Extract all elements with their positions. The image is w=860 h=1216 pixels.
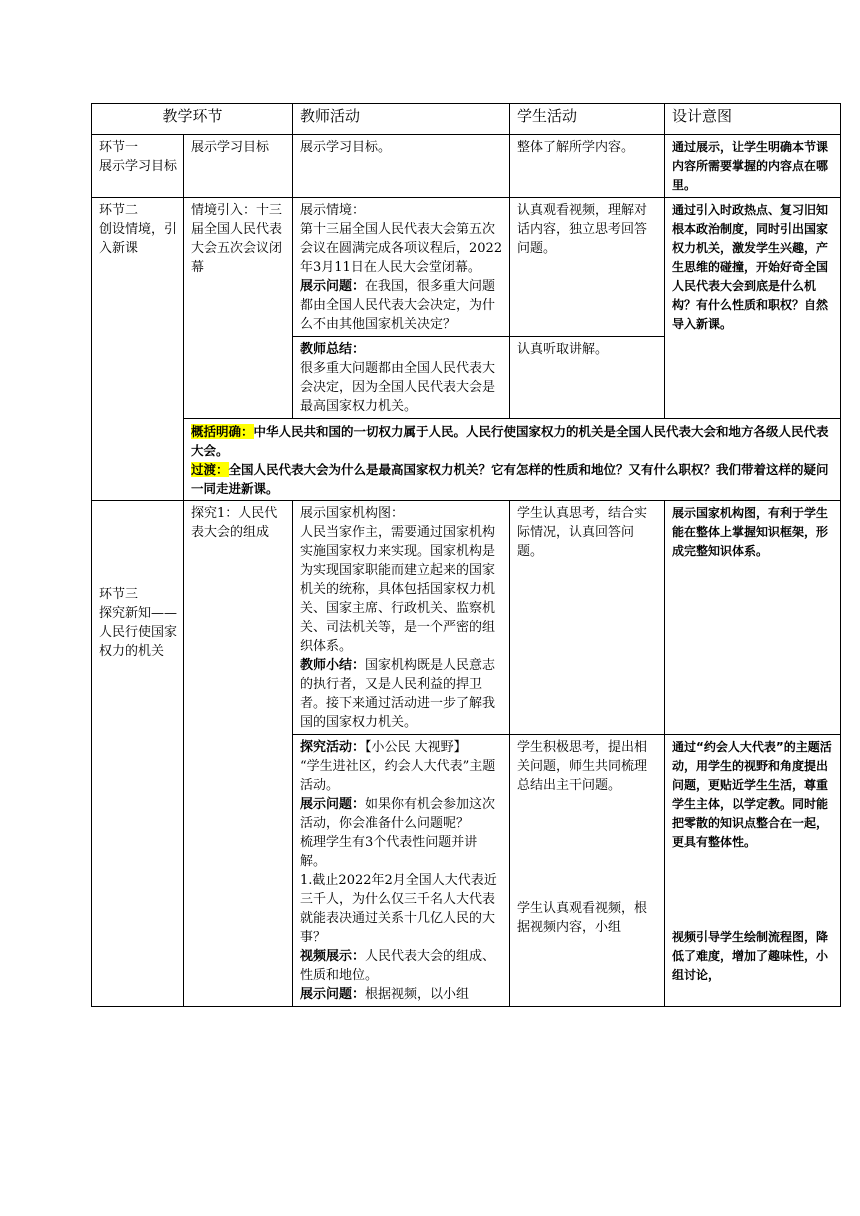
lesson-plan-table	[91, 103, 841, 1007]
transition-line	[191, 460, 834, 498]
header-stage: 教学环节	[92, 104, 293, 135]
section2-summary	[184, 419, 841, 501]
section3-student-b	[510, 735, 665, 1007]
summary-line	[191, 422, 834, 460]
section1-step: 展示学习目标	[184, 135, 293, 198]
section2-stage: 环节二 创设情境，引入新课	[92, 198, 184, 501]
section3-row-a	[92, 501, 841, 735]
section1-stage: 环节一 展示学习目标	[92, 135, 184, 198]
spacer	[517, 795, 658, 899]
explore-label: 探究活动：	[300, 740, 366, 755]
summary-label: 概括明确：	[191, 424, 254, 439]
explore-question-text: 如果你有机会参加这次活动，你会准备什么问题呢？	[300, 797, 496, 831]
explore-question-2-label: 展示问题：	[300, 987, 366, 1002]
header-row	[92, 104, 841, 135]
section3-stage: 环节三 探究新知——人民行使国家权力的机关	[92, 501, 184, 1007]
org-chart-text: 人民当家作主，需要通过国家机构实施国家权力来实现。国家机构是为实现国家职能而建立起来的国家机关的统称，具体包括国家权力机关、国家主席、行政机关、监察机关、司法机关等，是一个严密的组织体系。	[300, 525, 496, 654]
explore-question	[300, 795, 503, 833]
brief-summary-label: 教师小结：	[300, 658, 366, 673]
section2-row-a	[92, 198, 841, 337]
section2-row-summary	[92, 419, 841, 501]
transition-text: 全国人民代表大会为什么是最高国家权力机关？它有怎样的性质和地位？又有什么职权？我们带着这样的疑问一同走进新课。	[191, 462, 829, 496]
question-label: 展示问题：	[300, 279, 366, 294]
video-show	[300, 947, 503, 985]
section3-design-a: 展示国家机构图，有利于学生能在整体上掌握知识框架，形成完整知识体系。	[665, 501, 841, 735]
teacher-brief-summary	[300, 656, 503, 732]
section2-teacher-b	[293, 337, 510, 419]
section1-design: 通过展示，让学生明确本节课内容所需要掌握的内容点在哪里。	[665, 135, 841, 198]
header-teacher: 教师活动	[293, 104, 510, 135]
header-student: 学生活动	[510, 104, 665, 135]
design-b2: 视频引导学生绘制流程图，降低了难度，增加了趣味性，小组讨论，	[672, 930, 829, 982]
section2-step: 情境引入：十三届全国人民代表大会五次会议闭幕	[184, 198, 293, 419]
explore-question-2	[300, 985, 503, 1004]
explore-theme: “学生进社区，约会人大代表”主题活动。	[300, 759, 496, 793]
explore-item-1: 1.截止2022年2月全国人大代表近三千人，为什么仅三千名人大代表就能表决通过关系十几亿人民的大事？	[300, 873, 497, 945]
section3-student-a: 学生认真思考，结合实际情况，认真回答问题。	[510, 501, 665, 735]
section2-teacher-a-question	[300, 277, 503, 334]
section2-student-b: 认真听取讲解。	[510, 337, 665, 419]
section2-design: 通过引入时政热点、复习旧知根本政治制度，同时引出国家权力机关，激发学生兴趣，产生思维的碰撞，开始好奇全国人民代表大会到底是什么机构？有什么性质和职权？自然导入新课。	[665, 198, 841, 419]
section2-teacher-a	[293, 198, 510, 337]
explore-question-2-text: 根据视频，以小组	[365, 987, 470, 1002]
section1-teacher: 展示学习目标。	[293, 135, 510, 198]
section3-step: 探究1：人民代表大会的组成	[184, 501, 293, 1007]
header-design: 设计意图	[665, 104, 841, 135]
teacher-summary-label: 教师总结：	[300, 342, 366, 357]
explore-activity	[300, 738, 503, 757]
section3-design-b	[665, 735, 841, 1007]
student-b2: 学生认真观看视频，根据视频内容，小组	[517, 901, 648, 935]
video-text: 人民代表大会的组成、性质和地位。	[300, 949, 496, 983]
teacher-summary-text: 很多重大问题都由全国人民代表大会决定，因为全国人民代表大会是最高国家权力机关。	[300, 361, 496, 414]
brief-summary-text: 国家机构既是人民意志的执行者，又是人民利益的捍卫者。接下来通过活动进一步了解我国的国家权力机关。	[300, 658, 496, 730]
section3-teacher-b	[293, 735, 510, 1007]
question-text: 在我国，很多重大问题都由全国人民代表大会决定，为什么不由其他国家机关决定？	[300, 279, 496, 332]
org-chart-title: 展示国家机构图：	[300, 506, 405, 521]
transition-label: 过渡：	[191, 462, 229, 477]
section1-student: 整体了解所学内容。	[510, 135, 665, 198]
student-b1: 学生积极思考，提出相关问题，师生共同梳理总结出主干问题。	[517, 740, 648, 793]
explore-sort: 梳理学生有3个代表性问题并讲解。	[300, 835, 478, 869]
explore-tag: 【小公民 大视野】	[365, 740, 467, 755]
section3-teacher-a	[293, 501, 510, 735]
section2-teacher-a-text: 第十三届全国人民代表大会第五次会议在圆满完成各项议程后，2022年3月11日在人民大会堂闭幕。	[300, 222, 503, 275]
section2-student-a: 认真观看视频，理解对话内容，独立思考回答问题。	[510, 198, 665, 337]
spacer	[672, 852, 834, 928]
design-b1: 通过“约会人大代表”的主题活动，用学生的视野和角度提出问题，更贴近学生生活，尊重学生主体，以学定教。同时能把零散的知识点整合在一起，更具有整体性。	[672, 740, 832, 849]
explore-question-label: 展示问题：	[300, 797, 366, 812]
summary-text: 中华人民共和国的一切权力属于人民。人民行使国家权力的机关是全国人民代表大会和地方各级人民代表大会。	[191, 424, 829, 458]
section1-row	[92, 135, 841, 198]
video-label: 视频展示：	[300, 949, 366, 964]
section2-teacher-a-title: 展示情境：	[300, 203, 366, 218]
